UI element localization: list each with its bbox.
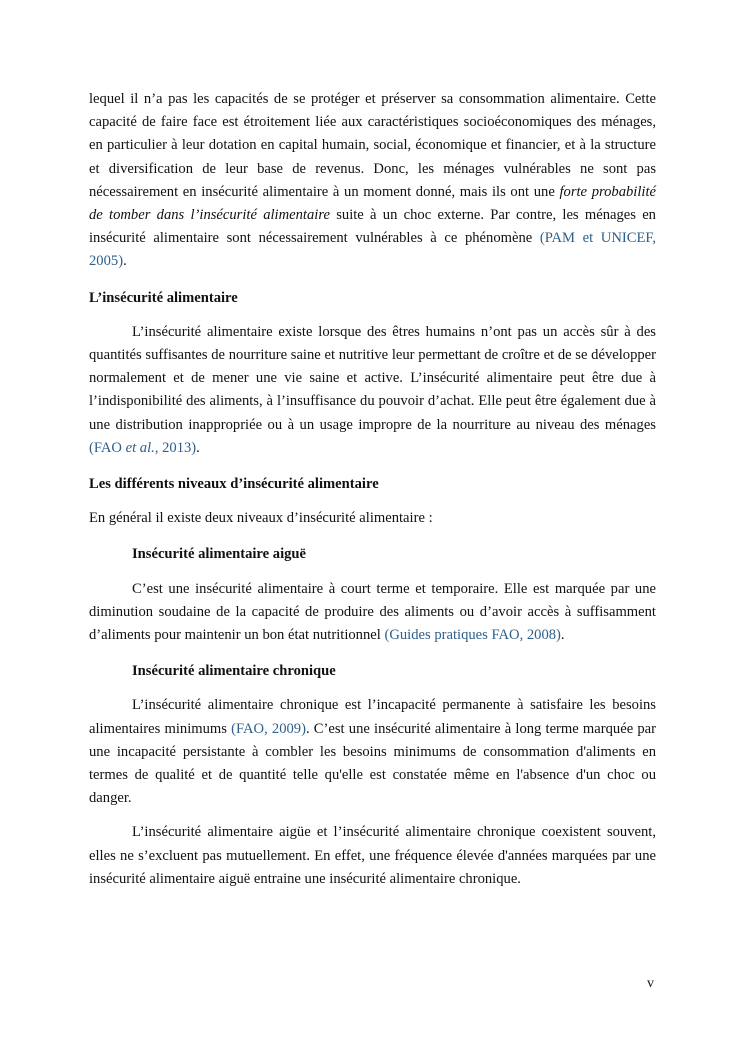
paragraph-text: . C’est une insécurité alimentaire à long terme marquée par une incapacité persistante à combler les besoins minimums de consommation d'aliments en termes de qualité et de quantité telle qu'elle est constatée même en l'absence d'un choc ou danger. [89, 720, 656, 807]
citation-link[interactable]: (FAO, 2009) [231, 720, 306, 737]
paragraph-chronic [89, 694, 656, 810]
paragraph-food-insecurity-definition [89, 321, 656, 460]
paragraph-text: C’est une insécurité alimentaire à court terme et temporaire. Elle est marquée par une diminution soudaine de la capacité de produire des aliments ou d’avoir accès à suffisamment d’aliments pour maintenir un bon état nutritionnel [89, 580, 656, 644]
document-page [89, 88, 656, 891]
subheading-chronic: Insécurité alimentaire chronique [132, 663, 336, 680]
paragraph-acute [89, 578, 656, 648]
section-heading-levels: Les différents niveaux d’insécurité alimentaire [89, 476, 379, 493]
punctuation: . [123, 253, 127, 270]
page-number: v [647, 976, 654, 991]
emphasis-text: forte probabilité de tomber dans l’insécurité alimentaire [89, 183, 657, 224]
citation-link[interactable]: (PAM et UNICEF, 2005) [89, 230, 656, 270]
paragraph-levels-intro: En général il existe deux niveaux d’insécurité alimentaire : [89, 510, 433, 527]
citation-link[interactable]: (Guides pratiques FAO, 2008) [384, 627, 561, 644]
paragraph-text: lequel il n’a pas les capacités de se protéger et préserver sa consommation alimentaire. Cette capacité de faire face est étroitement liée aux caractéristiques socioéconomiques des ménages, en particulier à leur dotation en capital humain, social, économique et financier, et à la structure et diversification de leur base de revenus. Donc, les ménages vulnérables ne sont pas nécessairement en insécurité alimentaire à un moment donné, mais ils ont une [89, 91, 656, 200]
paragraph-coexistence: L’insécurité alimentaire aigüe et l’insécurité alimentaire chronique coexistent souvent, elles ne s’excluent pas mutuellement. En effet, une fréquence élevée d'années marquées par une insécurité alimentaire aiguë entraine une insécurité alimentaire chronique. [89, 824, 656, 887]
paragraph-vulnerability [89, 88, 656, 274]
punctuation: . [560, 627, 565, 644]
paragraph-text: L’insécurité alimentaire existe lorsque des êtres humains n’ont pas un accès sûr à des quantités suffisantes de nourriture saine et nutritive leur permettant de croître et de se développer normalement et de mener une vie saine et active. L’insécurité alimentaire peut être due à l’indisponibilité des aliments, à l’insuffisance du pouvoir d’achat. Elle peut être également due à une distribution inappropriée ou à un usage impropre de la nourriture au niveau des ménages [89, 323, 656, 433]
section-heading-food-insecurity: L’insécurité alimentaire [89, 289, 238, 306]
paragraph-text: L’insécurité alimentaire chronique est l’incapacité permanente à satisfaire les besoins alimentaires minimums [89, 697, 656, 737]
paragraph-text: suite à un choc externe. Par contre, les ménages en insécurité alimentaire sont nécessairement vulnérables à ce phénomène [89, 207, 656, 247]
punctuation: . [196, 439, 200, 456]
citation-link[interactable]: (FAO et al., 2013) [89, 439, 197, 456]
subheading-acute: Insécurité alimentaire aiguë [132, 546, 307, 563]
